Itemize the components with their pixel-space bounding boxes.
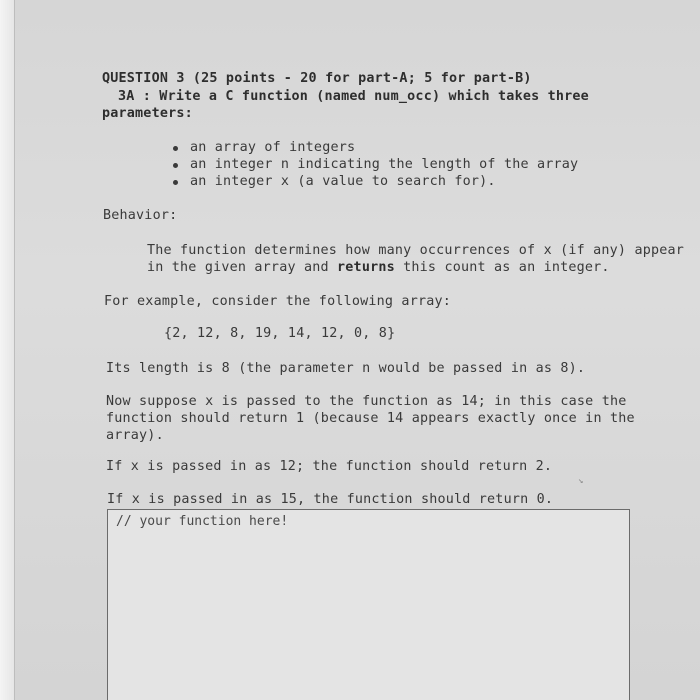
parameter-item-array: an array of integers [190,140,356,155]
parameter-item-x: an integer x (a value to search for). [190,174,496,189]
bullet-icon [173,180,178,185]
behavior-line-2-pre: in the given array and [147,260,338,275]
example-case-2: If x is passed in as 12; the function should return 2. [106,459,553,474]
behavior-line-2-post: this count as an integer. [394,260,610,275]
cursor-mark-icon: ↘ [578,476,584,486]
example-case-1-line-3: array). [106,428,164,443]
parameter-item-n: an integer n indicating the length of the array [190,157,579,172]
example-case-3: If x is passed in as 15, the function should return 0. [107,492,554,507]
behavior-line-2 [147,259,610,276]
bullet-icon [173,163,178,168]
example-case-1-line-1: Now suppose x is passed to the function as 14; in this case the [106,394,627,409]
example-length-note: Its length is 8 (the parameter n would be passed in as 8). [106,361,586,376]
example-case-1-line-2: function should return 1 (because 14 appears exactly once in the [106,411,635,426]
answer-placeholder: // your function here! [116,514,289,529]
page-edge [0,0,15,700]
behavior-line-1: The function determines how many occurrences of x (if any) appear [147,243,685,258]
answer-textarea[interactable] [107,509,630,700]
question-header: QUESTION 3 (25 points - 20 for part-A; 5 for part-B) [102,71,532,86]
example-array: {2, 12, 8, 19, 14, 12, 0, 8} [164,326,396,341]
bullet-icon [173,146,178,151]
question-part-line-2: parameters: [102,106,193,121]
behavior-returns-keyword: returns [337,260,395,275]
question-part-line: 3A : Write a C function (named num_occ) which takes three [118,89,589,104]
behavior-label: Behavior: [103,208,178,223]
example-intro: For example, consider the following array: [104,294,451,309]
